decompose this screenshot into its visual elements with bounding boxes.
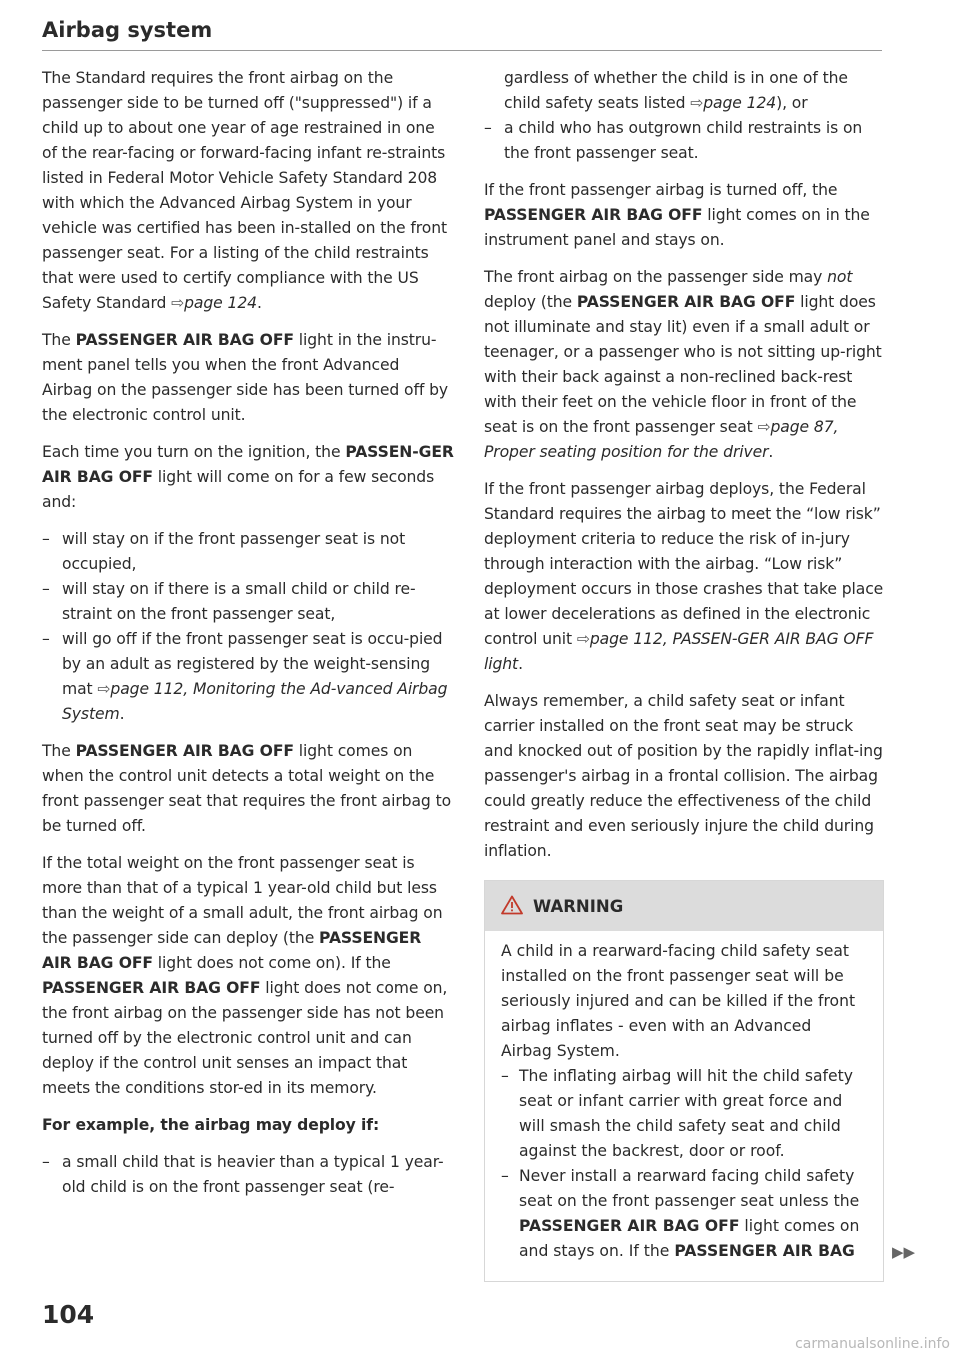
- list-item: – will go off if the front passenger seat is occu-pied by an adult as registered by the weight-sensing mat ⇨page 112, Monitoring the Ad-vanced Airbag System.: [42, 630, 448, 723]
- header-divider: [42, 50, 882, 51]
- right-column: [484, 66, 884, 876]
- paragraph: The PASSENGER AIR BAG OFF light comes on when the control unit detects a total weight on the front passenger seat that requires the front airbag to be turned off.: [42, 742, 452, 835]
- arrow-right-icon: ⇨: [690, 94, 704, 112]
- list-item: – a child who has outgrown child restraints is on the front passenger seat.: [484, 119, 863, 162]
- warning-triangle-icon: [501, 895, 523, 918]
- arrow-right-icon: ⇨: [576, 630, 590, 648]
- list-item: – will stay on if the front passenger seat is not occupied,: [42, 530, 406, 573]
- left-column: [42, 66, 454, 1200]
- list-item-continued: gardless of whether the child is in one of the child safety seats listed ⇨page 124), or: [504, 69, 848, 112]
- page-number: 104: [42, 1300, 95, 1329]
- paragraph: The PASSENGER AIR BAG OFF light in the instru-ment panel tells you when the front Advanced Airbag on the passenger side has been turned off by the electronic control unit.: [42, 331, 449, 424]
- continue-arrow-icon: ▶▶: [892, 1243, 916, 1261]
- paragraph: The Standard requires the front airbag on the passenger side to be turned off ("suppressed") if a child up to about one year of age restrained in one of the rear-facing or forward-facing infant re-straints listed in Federal Motor Vehicle Safety Standard 208 with which the Advanced Airbag System in your vehicle was certified has been in-stalled on the front passenger seat. For a listing of the child restraints that were used to certify compliance with the US Safety Standard ⇨page 124.: [42, 69, 448, 312]
- paragraph: If the front passenger airbag is turned off, the PASSENGER AIR BAG OFF light comes on in the instrument panel and stays on.: [484, 181, 870, 249]
- arrow-right-icon: ⇨: [171, 294, 185, 312]
- page-reference-link[interactable]: ⇨page 112, PASSEN-GER AIR BAG OFF light: [484, 630, 874, 673]
- arrow-right-icon: ⇨: [97, 680, 111, 698]
- paragraph: If the total weight on the front passenger seat is more than that of a typical 1 year-old child but less than the weight of a small adult, the front airbag on the passenger side can deploy (the PASSENGER AIR BAG OFF light does not come on). If the PASSENGER AIR BAG OFF light does not come on, the front airbag on the passenger side has not been turned off by the electronic control unit and can deploy if the control unit senses an impact that meets the conditions stor-ed in its memory.: [42, 854, 448, 1097]
- paragraph: Each time you turn on the ignition, the PASSEN-GER AIR BAG OFF light will come on for a few seconds and:: [42, 443, 454, 511]
- page-reference-link[interactable]: ⇨page 124: [690, 94, 777, 112]
- list-item: – a small child that is heavier than a typical 1 year-old child is on the front passenger seat (re-: [42, 1153, 444, 1196]
- arrow-right-icon: ⇨: [757, 418, 771, 436]
- warning-header: [485, 881, 883, 931]
- list-item: – will stay on if there is a small child or child re-straint on the front passenger seat,: [42, 580, 416, 623]
- page-reference-link[interactable]: ⇨page 124: [171, 294, 257, 312]
- warning-list-item: – The inflating airbag will hit the child safety seat or infant carrier with great force and will smash the child safety seat and child against the backrest, door or roof.: [501, 1067, 853, 1160]
- section-header: Airbag system: [42, 18, 213, 42]
- paragraph: The front airbag on the passenger side may not deploy (the PASSENGER AIR BAG OFF light does not illuminate and stay lit) even if a small adult or teenager, or a passenger who is not sitting up-right with their back against a non-reclined back-rest with their feet on the vehicle floor in front of the seat is on the front passenger seat ⇨page 87, Proper seating position for the driver.: [484, 268, 882, 461]
- warning-title: WARNING: [533, 896, 624, 916]
- warning-intro: A child in a rearward-facing child safety seat installed on the front passenger seat will be seriously injured and can be killed if the front airbag inflates - even with an Advanced Airbag System.: [501, 942, 856, 1060]
- paragraph: Always remember, a child safety seat or infant carrier installed on the front seat may be struck and knocked out of position by the rapidly inflat-ing passenger's airbag in a frontal collision. The airbag could greatly reduce the effectiveness of the child restraint and even seriously injure the child during inflation.: [484, 692, 883, 860]
- watermark: carmanualsonline.info: [795, 1336, 950, 1352]
- page-reference-link[interactable]: ⇨page 87, Proper seating position for the driver: [484, 418, 839, 461]
- warning-list-item: – Never install a rearward facing child safety seat on the front passenger seat unless the PASSENGER AIR BAG OFF light comes on and stays on. If the PASSENGER AIR BAG: [501, 1167, 860, 1260]
- warning-box: [484, 880, 884, 1282]
- paragraph: If the front passenger airbag deploys, the Federal Standard requires the airbag to meet the “low risk” deployment criteria to reduce the risk of in-jury through interaction with the airbag. “Low risk” deployment occurs in those crashes that take place at lower decelerations as defined in the electronic control unit ⇨page 112, PASSEN-GER AIR BAG OFF light.: [484, 480, 884, 673]
- subheading: For example, the airbag may deploy if:: [42, 1116, 380, 1134]
- warning-body: [485, 931, 883, 1264]
- page-reference-link[interactable]: ⇨page 112, Monitoring the Ad-vanced Airbag System: [62, 680, 448, 723]
